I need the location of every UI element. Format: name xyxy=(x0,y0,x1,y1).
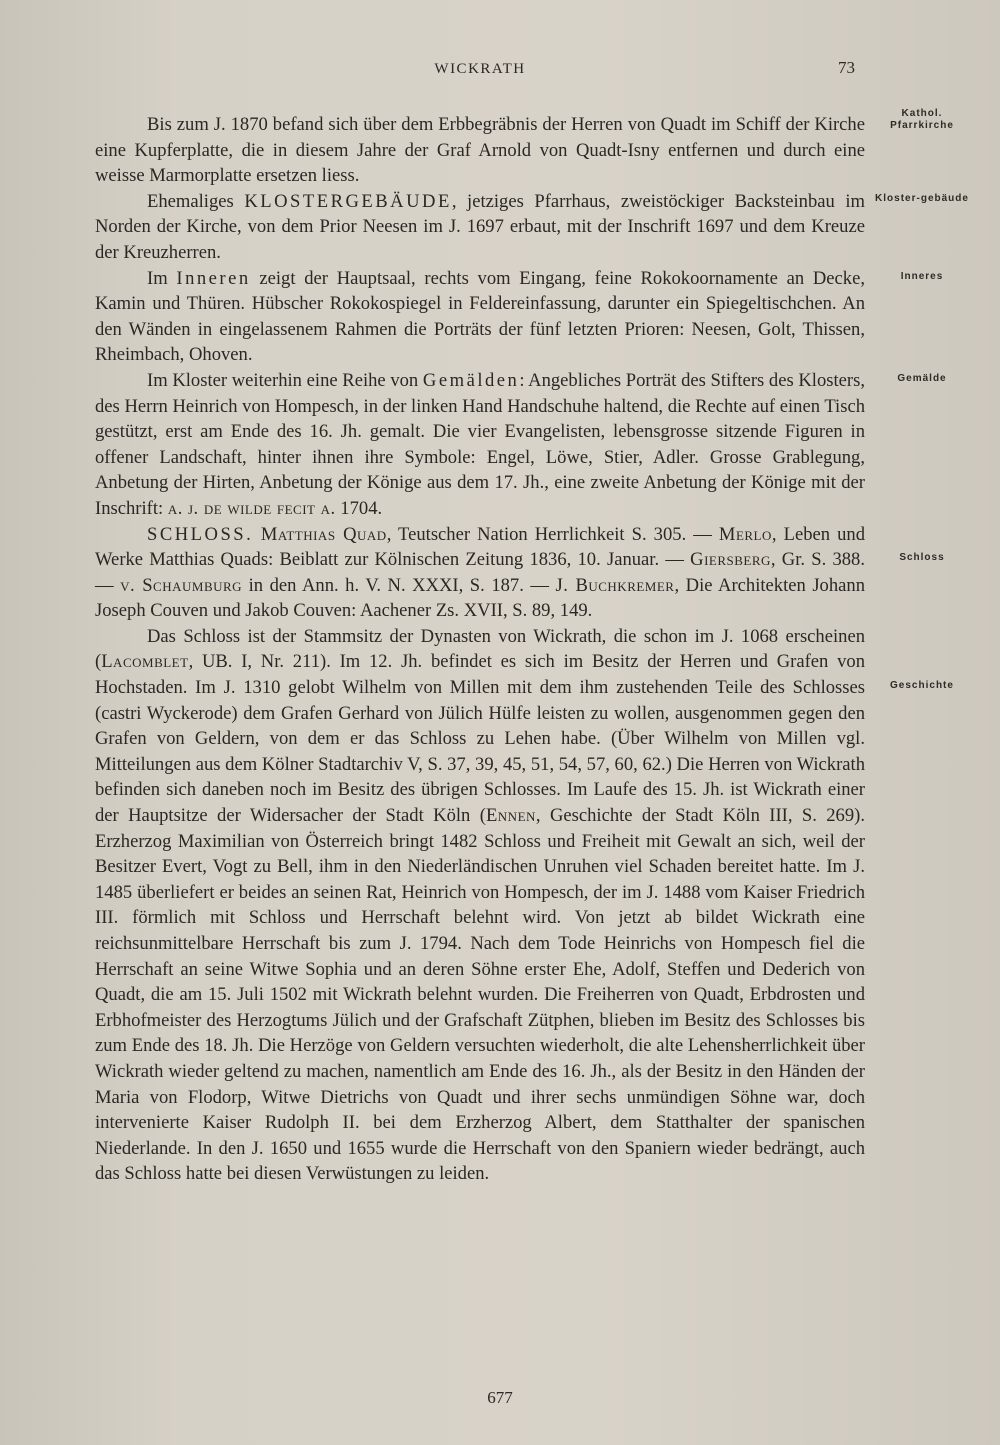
paragraph-schloss-literature: SCHLOSS. Matthias Quad, Teutscher Nation Herrlichkeit S. 305. — Merlo, Leben und Werke Matthias Quads: Beiblatt zur Kölnischen Zeitung 1836, 10. Januar. — Giersberg, Gr. S. 388. — v. Schaumburg in den Ann. h. V. N. XXXI, S. 187. — J. Buchkremer, Die Architekten Johann Joseph Couven und Jakob Couven: Aachener Zs. XVII, S. 89, 149. xyxy=(95,523,866,622)
paragraph-grave-plate: Bis zum J. 1870 befand sich über dem Erbbegräbnis der Herren von Quadt im Schiff der Kirche eine Kupferplatte, die in diesem Jahre der Graf Arnold von Quadt-Isny entfernen und durch eine weisse Marmorplatte ersetzen liess. xyxy=(95,114,865,187)
paragraph-klostergebaeude: Ehemaliges KLOSTERGEBÄUDE, jetziges Pfarrhaus, zweistöckiger Backsteinbau im Norden der Kirche, von dem Prior Neesen im J. 1697 erbaut, mit der Inschrift 1697 und dem Kreuze der Kreuzherren. xyxy=(95,190,866,263)
paragraph-gemaelde: Im Kloster weiterhin eine Reihe von Gemälden: Angebliches Porträt des Stifters des Klosters, des Herrn Heinrich von Hompesch, in der linken Hand Handschuhe haltend, die Rechte auf einen Tisch gestützt, erst am Ende des 16. Jh. gemalt. Die vier Evangelisten, lebensgrosse sitzende Figuren in offener Landschaft, hinter ihnen ihre Symbole: Engel, Löwe, Stier, Adler. Grosse Grablegung, Anbetung der Hirten, Anbetung der Könige aus dem 17. Jh., eine zweite Anbetung der Könige mit der Inschrift: a. j. de wilde fecit a. 1704. xyxy=(95,369,866,519)
margin-note-pfarrkirche: Kathol. Pfarrkirche xyxy=(890,108,954,131)
running-title: WICKRATH xyxy=(434,61,526,77)
margin-note-inneres: Inneres xyxy=(900,271,944,282)
margin-note-klostergebaeude: Kloster-gebäude xyxy=(875,193,969,204)
page-header xyxy=(95,58,865,82)
margin-note-gemaelde: Gemälde xyxy=(897,373,947,384)
paragraph-geschichte: Das Schloss ist der Stammsitz der Dynasten von Wickrath, die schon im J. 1068 erscheinen (Lacomblet, UB. I, Nr. 211). Im 12. Jh. befindet es sich im Besitz der Herren und Grafen von Hochstaden. Im J. 1310 gelobt Wilhelm von Millen mit dem ihm zustehenden Teile des Schlosses (castri Wyckerode) dem Grafen Gerhard von Jülich Hülfe leisten zu wollen, ausgenommen gegen den Grafen von Geldern, von dem er das Schloss zu Lehen habe. (Über Wilhelm von Millen vgl. Mitteilungen aus dem Kölner Stadtarchiv V, S. 37, 39, 45, 51, 54, 57, 60, 62.) Die Herren von Wickrath befinden sich daneben noch im Besitz des übrigen Schlosses. Im Laufe des 15. Jh. ist Wickrath einer der Hauptsitze der Widersacher der Stadt Köln (Ennen, Geschichte der Stadt Köln III, S. 269). Erzherzog Maximilian von Österreich bringt 1482 Schloss und Freiheit mit Gewalt an sich, weil der Besitzer Evert, Vogt zu Bell, ihm in den Niederländischen Unruhen viel Schaden bereitet hatte. Im J. 1485 überliefert er beides an seinen Rat, Heinrich von Hompesch, der im J. 1488 vom Kaiser Friedrich III. förmlich mit Schloss und Herrschaft belehnt wird. Von jetzt ab bildet Wickrath eine reichsunmittelbare Herrschaft bis zum J. 1794. Nach dem Tode Heinrichs von Hompesch fiel die Herrschaft an seine Witwe Sophia und an deren Söhne erster Ehe, Adolf, Steffen und Dederich von Quadt, die am 15. Juli 1502 mit Wickrath belehnt wurden. Die Freiherren von Quadt, Erbdrosten und Erbhofmeister des Herzogtums Jülich und der Grafschaft Zütphen, blieben im Besitz des Schlosses bis zum Ende des 18. Jh. Die Herzöge von Geldern versuchten wiederholt, die alte Lehensherrlichkeit über Wickrath wieder geltend zu machen, namentlich am Ende des 16. Jh., als der Besitz in den Händen der Maria von Flodorp, Witwe Dietrichs von Quadt und ihrer sechs unmündigen Söhne war, doch intervenierte Kaiser Rudolph II. bei dem Erzherzog Albert, dem Statthalter der spanischen Niederlande. In den J. 1650 und 1655 wurde die Herrschaft von den Spaniern wieder bedrängt, auch das Schloss hatte bei diesen Verwüstungen zu leiden. xyxy=(95,625,865,1185)
margin-note-schloss: Schloss xyxy=(899,552,945,563)
paragraph-inneres: Im Inneren zeigt der Hauptsaal, rechts vom Eingang, feine Rokokoornamente an Decke, Kamin und Thüren. Hübscher Rokokospiegel in Feldereinfassung, darunter ein Spiegeltischchen. An den Wänden in eingelassenem Rahmen die Porträts der fünf letzten Prioren: Neesen, Golt, Thissen, Rheimbach, Ohoven. xyxy=(95,267,865,366)
footer-page-number: 677 xyxy=(487,1388,513,1407)
margin-note-geschichte: Geschichte xyxy=(890,680,954,691)
page-number: 73 xyxy=(838,58,855,77)
body-text xyxy=(95,112,865,1187)
